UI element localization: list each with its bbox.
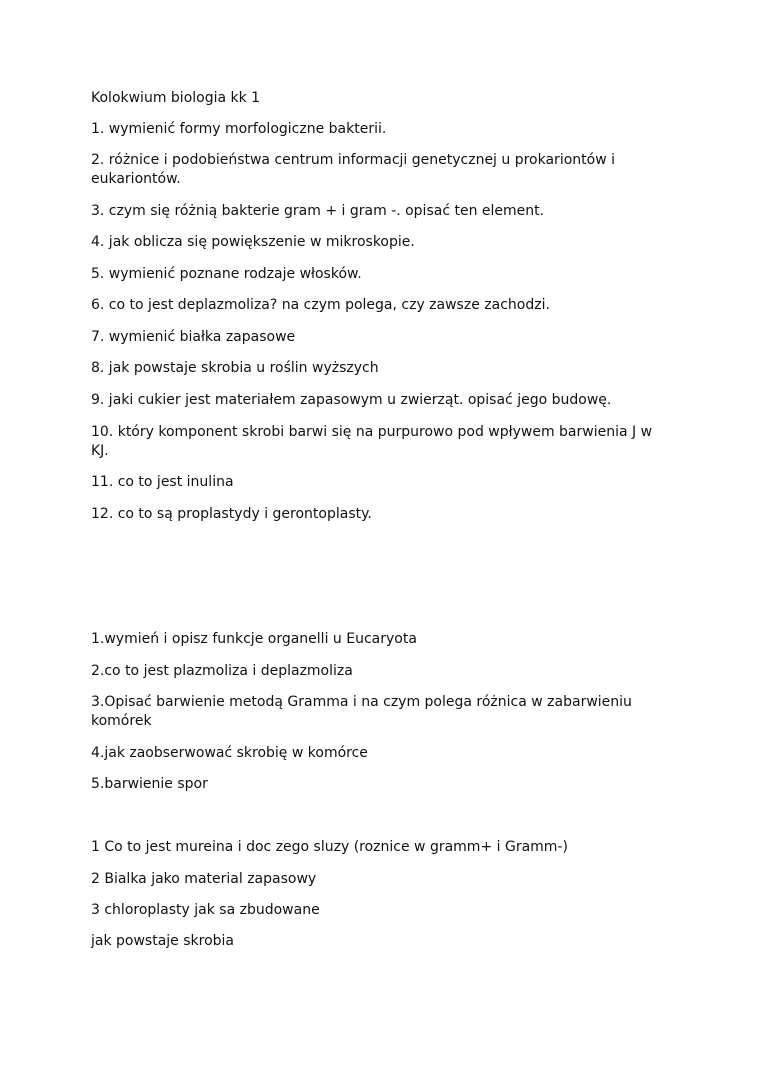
question-1-5: 5. wymienić poznane rodzaje włosków. <box>91 266 362 282</box>
question-1-8: 8. jak powstaje skrobia u roślin wyższych <box>91 360 379 376</box>
question-1-1: 1. wymienić formy morfologiczne bakterii. <box>91 121 387 137</box>
question-2-2: 2.co to jest plazmoliza i deplazmoliza <box>91 663 353 679</box>
question-2-3: 3.Opisać barwienie metodą Gramma i na czym polega różnica w zabarwieniu komórek <box>91 694 632 729</box>
question-1-4: 4. jak oblicza się powiększenie w mikroskopie. <box>91 234 415 250</box>
question-1-2: 2. różnice i podobieństwa centrum informacji genetycznej u prokariontów i eukariontów. <box>91 152 615 187</box>
question-2-1: 1.wymień i opisz funkcje organelli u Eucaryota <box>91 631 417 647</box>
question-2-4: 4.jak zaobserwować skrobię w komórce <box>91 745 368 761</box>
question-3-3: 3 chloroplasty jak sa zbudowane <box>91 902 320 918</box>
question-3-4: jak powstaje skrobia <box>91 933 235 949</box>
question-1-12: 12. co to są proplastydy i gerontoplasty. <box>91 506 372 522</box>
question-1-10: 10. który komponent skrobi barwi się na purpurowo pod wpływem barwienia J w KJ. <box>91 424 653 459</box>
question-1-6: 6. co to jest deplazmoliza? na czym polega, czy zawsze zachodzi. <box>91 297 550 313</box>
question-2-5: 5.barwienie spor <box>91 776 208 792</box>
question-1-9: 9. jaki cukier jest materiałem zapasowym u zwierząt. opisać jego budowę. <box>91 392 612 408</box>
question-1-11: 11. co to jest inulina <box>91 474 234 490</box>
document-title: Kolokwium biologia kk 1 <box>91 90 261 106</box>
question-1-3: 3. czym się różnią bakterie gram + i gram -. opisać ten element. <box>91 203 545 219</box>
question-3-2: 2 Bialka jako material zapasowy <box>91 871 317 887</box>
question-1-7: 7. wymienić białka zapasowe <box>91 329 296 345</box>
question-3-1: 1 Co to jest mureina i doc zego sluzy (roznice w gramm+ i Gramm-) <box>91 839 568 855</box>
